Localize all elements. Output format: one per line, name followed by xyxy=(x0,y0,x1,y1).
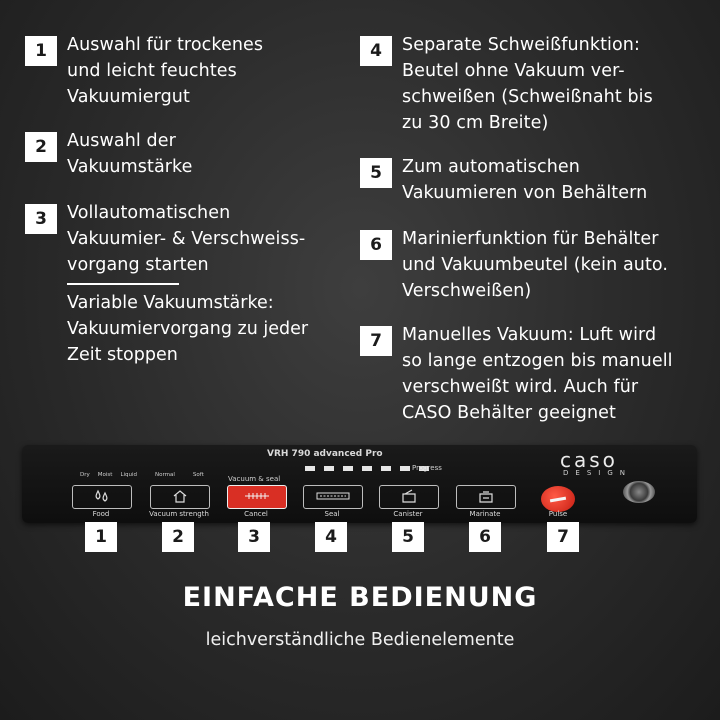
panel-number-6: 6 xyxy=(469,522,501,552)
feature-3 xyxy=(25,200,305,278)
canister-caption: Canister xyxy=(393,510,423,518)
control-panel xyxy=(22,445,697,523)
panel-number-7: 7 xyxy=(547,522,579,552)
feature-7 xyxy=(360,322,673,426)
progress-led xyxy=(305,466,315,471)
feature-text: Auswahl der Vakuumstärke xyxy=(67,131,193,177)
pulse-icon xyxy=(550,496,566,502)
progress-led xyxy=(400,466,410,471)
vacuum-seal-icon xyxy=(243,491,271,504)
feature-number-badge: 2 xyxy=(25,132,57,162)
feature-text: Zum automatischen Vakuumieren von Behältern xyxy=(402,157,648,203)
progress-led xyxy=(343,466,353,471)
subline: leichverständliche Bedienelemente xyxy=(205,630,515,650)
feature-number-badge: 4 xyxy=(360,36,392,66)
feature-text: Separate Schweißfunktion: Beutel ohne Vakuum ver- schweißen (Schweißnaht bis zu 30 cm Breite) xyxy=(402,35,653,133)
seal-caption: Seal xyxy=(324,510,340,518)
strength-label-soft: Soft xyxy=(192,472,204,478)
drops-icon xyxy=(93,489,111,506)
pulse-button[interactable] xyxy=(541,486,575,512)
feature-1 xyxy=(25,32,263,110)
strength-labels xyxy=(155,472,204,478)
panel-number-1: 1 xyxy=(85,522,117,552)
progress-led xyxy=(381,466,391,471)
feature-6 xyxy=(360,226,668,304)
feature-text: Marinierfunktion für Behälter und Vakuumbeutel (kein auto. Verschweißen) xyxy=(402,229,669,301)
feature-text: Auswahl für trockenes und leicht feuchtes Vakuumiergut xyxy=(67,35,264,107)
pulse-caption: Pulse xyxy=(548,510,568,518)
progress-label: Progress xyxy=(412,464,442,472)
feature-3-divider xyxy=(67,283,179,285)
marinate-icon xyxy=(477,489,495,506)
vacuum-seal-label: Vacuum & seal xyxy=(228,475,281,483)
vacuum-strength-button[interactable] xyxy=(150,485,210,509)
feature-number-badge: 1 xyxy=(25,36,57,66)
seal-bar-icon xyxy=(316,492,350,503)
panel-number-2: 2 xyxy=(162,522,194,552)
panel-number-3: 3 xyxy=(238,522,270,552)
caso-logo: caso xyxy=(560,448,618,472)
vacuum-strength-caption: Vacuum strength xyxy=(149,510,209,518)
seal-button[interactable] xyxy=(303,485,363,509)
headline: EINFACHE BEDIENUNG xyxy=(182,582,538,613)
feature-2 xyxy=(25,128,193,180)
food-caption: Food xyxy=(92,510,110,518)
panel-number-4: 4 xyxy=(315,522,347,552)
marinate-button[interactable] xyxy=(456,485,516,509)
feature-3-subtext: Variable Vakuumstärke: Vakuumiervorgang zu jeder Zeit stoppen xyxy=(67,293,309,365)
feature-number-badge: 6 xyxy=(360,230,392,260)
food-mode-labels xyxy=(80,472,137,478)
progress-led xyxy=(324,466,334,471)
feature-number-badge: 3 xyxy=(25,204,57,234)
panel-number-5: 5 xyxy=(392,522,424,552)
knob-icon[interactable] xyxy=(623,481,655,503)
cancel-button[interactable] xyxy=(227,485,287,509)
feature-text: Manuelles Vakuum: Luft wird so lange entzogen bis manuell verschweißt wird. Auch für CASO Behälter geeignet xyxy=(402,325,673,423)
caso-logo-sub: DESIGN xyxy=(563,469,632,477)
progress-led xyxy=(362,466,372,471)
strength-label-normal: Normal xyxy=(155,472,175,478)
feature-text: Vollautomatischen Vakuumier- & Verschweiss- vorgang starten xyxy=(67,203,306,275)
mode-label-liquid: Liquid xyxy=(120,472,138,478)
progress-leds xyxy=(305,466,429,471)
marinate-caption: Marinate xyxy=(469,510,501,518)
feature-5 xyxy=(360,154,647,206)
canister-button[interactable] xyxy=(379,485,439,509)
feature-number-badge: 5 xyxy=(360,158,392,188)
model-name: VRH 790 advanced Pro xyxy=(267,449,383,459)
food-button[interactable] xyxy=(72,485,132,509)
feature-number-badge: 7 xyxy=(360,326,392,356)
feature-4 xyxy=(360,32,653,136)
cancel-caption: Cancel xyxy=(244,510,268,518)
mode-label-moist: Moist xyxy=(97,472,113,478)
house-icon xyxy=(172,489,188,506)
canister-icon xyxy=(400,489,418,506)
mode-label-dry: Dry xyxy=(80,472,90,478)
